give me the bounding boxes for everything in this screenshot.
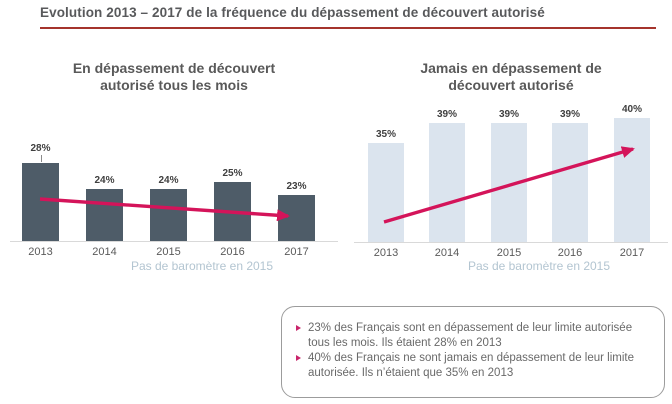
bar-2014 xyxy=(429,123,465,242)
x-axis-line xyxy=(354,242,668,243)
bar-value-label: 25% xyxy=(222,168,243,179)
x-axis xyxy=(8,246,340,260)
bar-plot xyxy=(8,143,340,241)
triangle-bullet-icon xyxy=(296,325,301,331)
bar-value-label: 39% xyxy=(559,109,581,120)
x-axis-label: 2017 xyxy=(619,247,645,259)
x-axis-label: 2013 xyxy=(373,247,399,259)
triangle-bullet-icon xyxy=(296,355,301,361)
bar-value-label: 24% xyxy=(158,175,179,186)
summary-bullet-text: 40% des Français ne sont jamais en dépassement de leur limite autorisée. Ils n’étaient que 35% en 2013 xyxy=(308,352,635,379)
summary-bullet-item xyxy=(295,351,652,380)
x-axis-line xyxy=(10,241,338,242)
chart-title: Jamais en dépassement de découvert autorisé xyxy=(420,60,602,93)
x-axis-label: 2013 xyxy=(28,246,53,258)
label-leader-line xyxy=(41,155,42,162)
x-axis-label: 2016 xyxy=(557,247,583,259)
bar-2013 xyxy=(368,143,404,242)
bar-value-label: 23% xyxy=(286,181,307,192)
x-axis-label: 2015 xyxy=(156,246,181,258)
chart-footnote: Pas de baromètre en 2015 xyxy=(467,259,611,273)
bar-2013 xyxy=(22,163,59,241)
bar-2015 xyxy=(150,189,187,241)
bar-2017 xyxy=(278,195,315,241)
x-axis-label: 2014 xyxy=(434,247,460,259)
bar-value-label: 39% xyxy=(498,109,520,120)
summary-bullet-text: 23% des Français sont en dépassement de leur limite autorisée tous les mois. Ils étaient 28% en 2013 xyxy=(308,322,633,349)
bar-value-label: 39% xyxy=(436,109,458,120)
x-axis-label: 2014 xyxy=(92,246,117,258)
summary-box xyxy=(281,306,665,398)
bar-2014 xyxy=(86,189,123,241)
chart-title: En dépassement de découvert autorisé tous les mois xyxy=(72,60,276,93)
title-underline xyxy=(40,27,656,29)
bar-value-label: 35% xyxy=(375,129,397,140)
chart-never-overdraft xyxy=(350,55,672,290)
summary-bullet-item xyxy=(295,321,652,350)
bar-value-label: 28% xyxy=(30,143,51,154)
x-axis-label: 2017 xyxy=(284,246,309,258)
x-axis-label: 2015 xyxy=(496,247,522,259)
bar-2016 xyxy=(214,182,251,241)
bar-value-label: 24% xyxy=(94,175,115,186)
bar-2017 xyxy=(614,118,650,242)
page-title: Evolution 2013 – 2017 de la fréquence du dépassement de découvert autorisé xyxy=(40,5,545,20)
bar-value-label: 40% xyxy=(621,104,643,115)
chart-overdraft-every-month xyxy=(8,55,340,290)
bar-2016 xyxy=(552,123,588,242)
chart-footnote: Pas de baromètre en 2015 xyxy=(130,259,274,273)
bar-plot xyxy=(350,104,672,242)
bar-2015 xyxy=(491,123,527,242)
x-axis-label: 2016 xyxy=(220,246,245,258)
